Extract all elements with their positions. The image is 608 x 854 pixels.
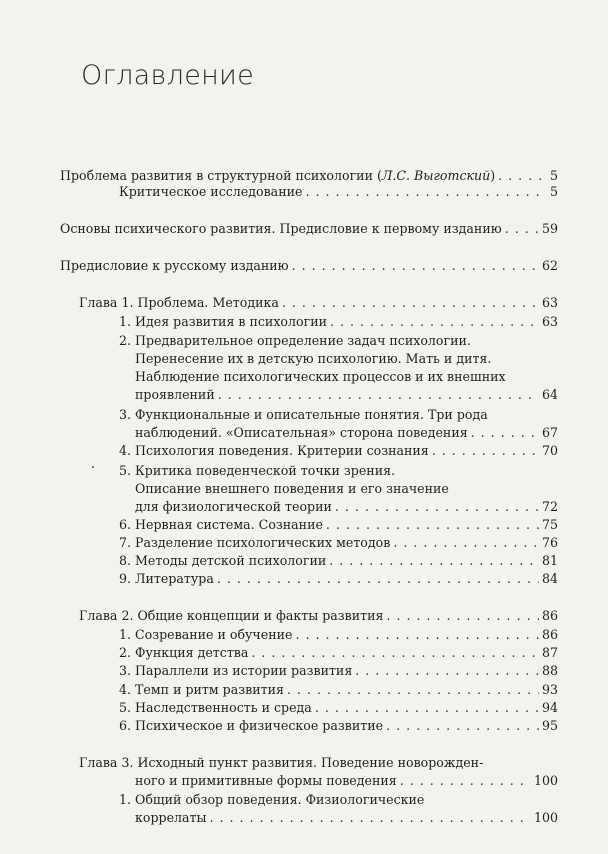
- toc-page-number: 5: [549, 184, 558, 199]
- toc-entry-text: наблюдений. «Описательная» сторона поведения: [135, 425, 468, 440]
- toc-entry-text: Критическое исследование: [119, 184, 303, 199]
- toc-entry[interactable]: [135, 810, 558, 828]
- leader-dots: [282, 295, 539, 310]
- toc-entry[interactable]: [135, 499, 558, 517]
- leader-dots: [330, 314, 539, 329]
- leader-dots: [355, 663, 539, 678]
- toc-entry-text: Основы психического развития. Предисловие к первому изданию: [60, 221, 502, 236]
- toc-entry[interactable]: [119, 571, 558, 589]
- leader-dots: [471, 425, 539, 440]
- toc-entry[interactable]: [60, 258, 558, 276]
- toc-page-number: 67: [541, 425, 558, 440]
- toc-entry-text: Предисловие к русскому изданию: [60, 258, 289, 273]
- toc-entry-text: 4. Темп и ритм развития: [119, 682, 284, 697]
- leader-dots: [386, 608, 538, 623]
- toc-page-number: 81: [541, 553, 558, 568]
- toc-page-number: 63: [541, 314, 558, 329]
- page-title: Оглавление: [81, 60, 255, 91]
- toc-page-number: 75: [541, 517, 558, 532]
- toc-entry-text: Глава 1. Проблема. Методика: [79, 295, 279, 310]
- toc-entry-text: Глава 2. Общие концепции и факты развития: [79, 608, 384, 623]
- toc-entry-text: 6. Нервная система. Сознание: [119, 517, 323, 532]
- leader-dots: [295, 627, 539, 642]
- toc-entry-line: [135, 351, 558, 369]
- toc-entry-text: 3. Параллели из истории развития: [119, 663, 353, 678]
- leader-dots: [432, 443, 539, 458]
- leader-dots: [210, 810, 531, 825]
- toc-entry-text: Перенесение их в детскую психологию. Мать и дитя.: [135, 351, 492, 366]
- toc-entry-line: [119, 333, 558, 351]
- leader-dots: [326, 517, 539, 532]
- toc-entry[interactable]: [60, 221, 558, 239]
- toc-page-number: 70: [541, 443, 558, 458]
- toc-page-number: 76: [541, 535, 558, 550]
- paper-speck: [92, 466, 94, 468]
- toc-entry[interactable]: [119, 517, 558, 535]
- leader-dots: [218, 387, 539, 402]
- toc-entry[interactable]: [119, 663, 558, 681]
- toc-entry[interactable]: [135, 425, 558, 443]
- toc-entry[interactable]: [119, 535, 558, 553]
- toc-page-number: 64: [541, 387, 558, 402]
- leader-dots: [400, 773, 531, 788]
- toc-entry-line: [119, 463, 558, 481]
- leader-dots: [305, 184, 547, 199]
- toc-entry-text: Проблема развития в структурной психологии (Л.С. Выготский): [60, 168, 496, 183]
- leader-dots: [217, 571, 539, 586]
- toc-entry-text: 8. Методы детской психологии: [119, 553, 327, 568]
- leader-dots: [498, 168, 547, 183]
- toc-entry-line: [119, 792, 558, 810]
- toc-entry-text: Глава 3. Исходный пункт развития. Поведение новорожден-: [79, 755, 484, 770]
- toc-entry[interactable]: [119, 700, 558, 718]
- toc-entry[interactable]: [135, 387, 558, 405]
- toc-entry[interactable]: [119, 627, 558, 645]
- toc-entry[interactable]: [119, 682, 558, 700]
- toc-entry-text: 9. Литература: [119, 571, 214, 586]
- toc-entry-text: 1. Общий обзор поведения. Физиологические: [119, 792, 425, 807]
- toc-page-number: 94: [541, 700, 558, 715]
- toc-page-number: 84: [541, 571, 558, 586]
- leader-dots: [292, 258, 539, 273]
- toc-entry-line: [135, 481, 558, 499]
- toc-entry-text: 2. Функция детства: [119, 645, 249, 660]
- toc-chapter-line: [79, 755, 558, 773]
- toc-entry-text: 2. Предварительное определение задач психологии.: [119, 333, 471, 348]
- toc-entry[interactable]: [119, 645, 558, 663]
- toc-chapter[interactable]: [79, 608, 558, 626]
- toc-entry[interactable]: [119, 184, 558, 202]
- toc-page-number: 100: [533, 810, 558, 825]
- toc-page-number: 93: [541, 682, 558, 697]
- toc-entry-text: 5. Критика поведенческой точки зрения.: [119, 463, 396, 478]
- leader-dots: [505, 221, 539, 236]
- toc-entry-line: [135, 369, 558, 387]
- toc-entry-text: Описание внешнего поведения и его значение: [135, 481, 449, 496]
- toc-entry-text: коррелаты: [135, 810, 207, 825]
- leader-dots: [386, 718, 539, 733]
- toc-page-number: 86: [541, 627, 558, 642]
- toc-entry-text: 5. Наследственность и среда: [119, 700, 312, 715]
- toc-entry-text: Наблюдение психологических процессов и их внешних: [135, 369, 506, 384]
- leader-dots: [251, 645, 539, 660]
- toc-entry-text: 1. Идея развития в психологии: [119, 314, 327, 329]
- toc-entry[interactable]: [119, 553, 558, 571]
- toc-entry-text: для физиологической теории: [135, 499, 332, 514]
- toc-chapter[interactable]: [135, 773, 558, 791]
- toc-entry-text: 4. Психология поведения. Критерии сознания: [119, 443, 429, 458]
- toc-page-number: 86: [541, 608, 558, 623]
- toc-page-number: 72: [541, 499, 558, 514]
- toc-entry-text: 7. Разделение психологических методов: [119, 535, 391, 550]
- toc-page-number: 88: [541, 663, 558, 678]
- toc-entry[interactable]: [119, 314, 558, 332]
- toc-page-number: 59: [541, 221, 558, 236]
- leader-dots: [393, 535, 539, 550]
- toc-entry-text: ного и примитивные формы поведения: [135, 773, 397, 788]
- toc-page-number: 100: [533, 773, 558, 788]
- toc-page-number: 62: [541, 258, 558, 273]
- toc-page-number: 95: [541, 718, 558, 733]
- toc-entry-text: 6. Психическое и физическое развитие: [119, 718, 384, 733]
- toc-chapter[interactable]: [79, 295, 558, 313]
- toc-page-number: 87: [541, 645, 558, 660]
- leader-dots: [315, 700, 539, 715]
- toc-entry-line: [119, 407, 558, 425]
- toc-entry-text: 1. Созревание и обучение: [119, 627, 293, 642]
- toc-entry-text: 3. Функциональные и описательные понятия. Три рода: [119, 407, 488, 422]
- leader-dots: [335, 499, 539, 514]
- toc-entry-text: проявлений: [135, 387, 215, 402]
- leader-dots: [329, 553, 539, 568]
- toc-page-number: 5: [549, 168, 558, 183]
- toc-page-number: 63: [541, 295, 558, 310]
- toc-entry[interactable]: [119, 718, 558, 736]
- toc-entry[interactable]: [119, 443, 558, 461]
- leader-dots: [287, 682, 539, 697]
